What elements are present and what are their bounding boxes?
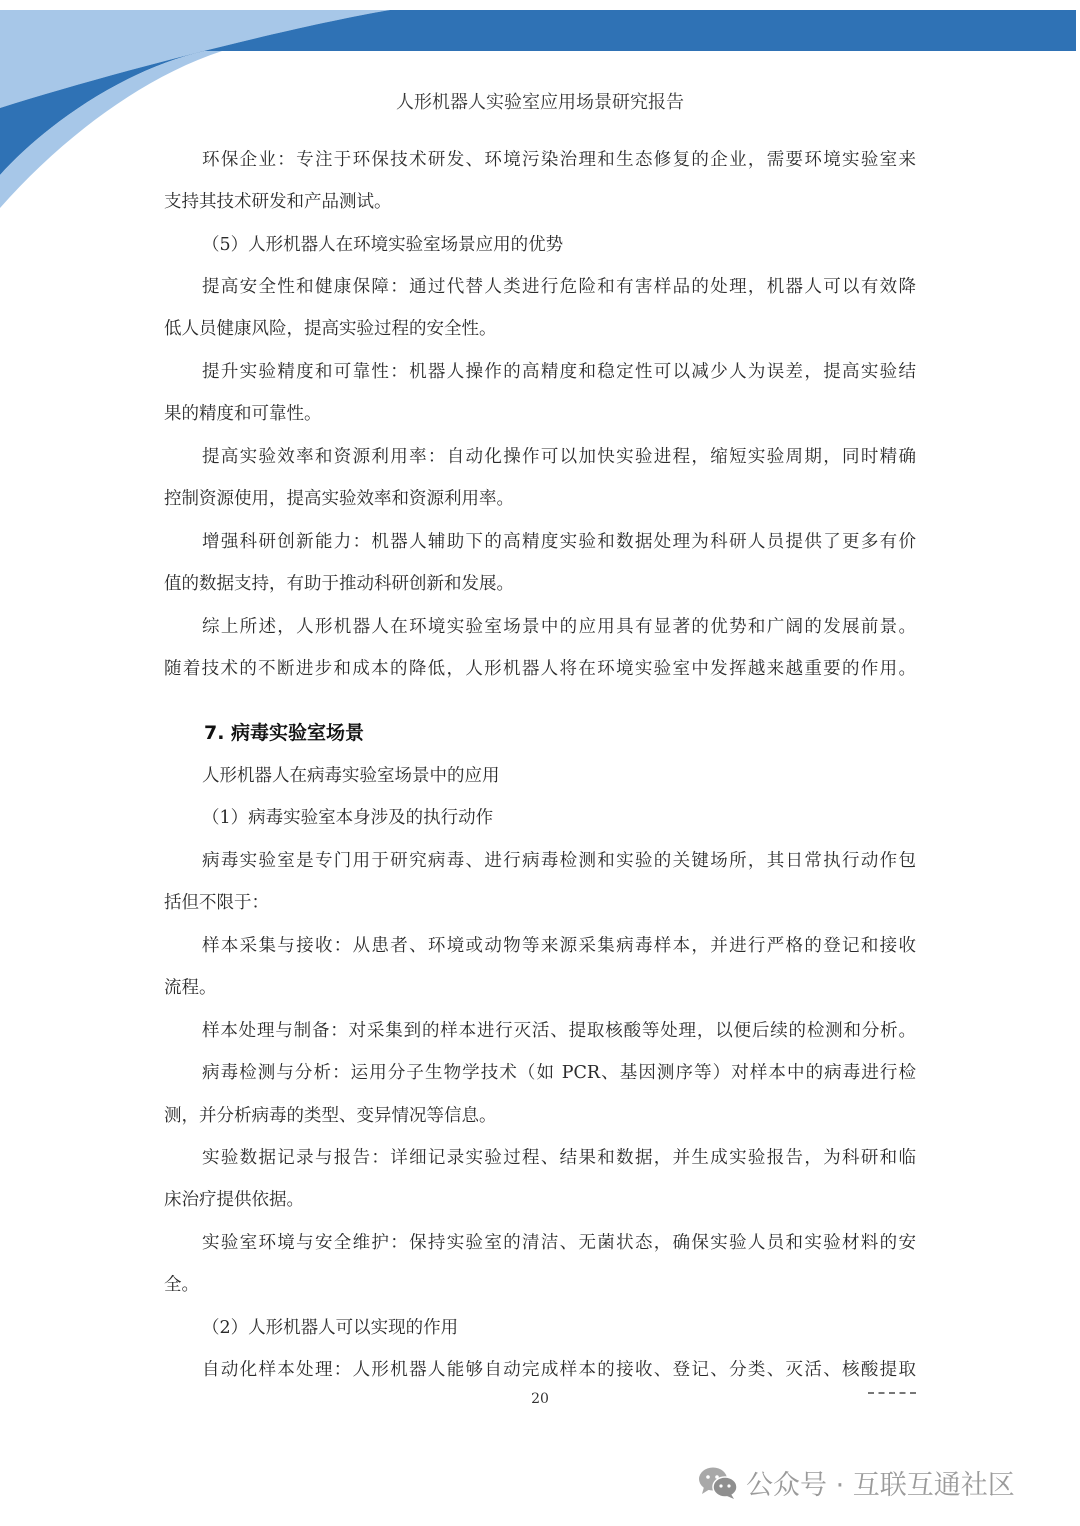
paragraph-line: 提高实验效率和资源利用率：自动化操作可以加快实验进程，缩短实验周期，同时精确 (202, 447, 916, 467)
paragraph-line: 提升实验精度和可靠性：机器人操作的高精度和稳定性可以减少人为误差，提高实验结 (202, 362, 916, 382)
paragraph-line: 环保企业：专注于环保技术研发、环境污染治理和生态修复的企业，需要环境实验室来 (202, 150, 916, 170)
paragraph-line: 控制资源使用，提高实验效率和资源利用率。 (164, 489, 514, 509)
paragraph-line: 支持其技术研发和产品测试。 (164, 192, 392, 212)
wechat-icon (698, 1466, 738, 1500)
paragraph-line: 人形机器人在病毒实验室场景中的应用 (202, 766, 500, 786)
subsection-title: （2）人形机器人可以实现的作用 (202, 1318, 459, 1338)
paragraph-line: 病毒实验室是专门用于研究病毒、进行病毒检测和实验的关键场所，其日常执行动作包 (202, 851, 916, 871)
page-number: 20 (531, 1391, 549, 1407)
watermark (698, 1463, 1015, 1502)
paragraph-line: 果的精度和可靠性。 (164, 404, 322, 424)
watermark-text: 公众号 · 互联互通社区 (746, 1470, 1015, 1501)
paragraph-line: 床治疗提供依据。 (164, 1190, 304, 1210)
paragraph-line: 实验室环境与安全维护：保持实验室的清洁、无菌状态，确保实验人员和实验材料的安 (202, 1233, 916, 1253)
subsection-title: （5）人形机器人在环境实验室场景应用的优势 (202, 235, 564, 255)
paragraph-line: 随着技术的不断进步和成本的降低，人形机器人将在环境实验室中发挥越来越重要的作用。 (164, 659, 916, 679)
paragraph-line: 综上所述，人形机器人在环境实验室场景中的应用具有显著的优势和广阔的发展前景。 (202, 617, 916, 637)
paragraph-line: 增强科研创新能力：机器人辅助下的高精度实验和数据处理为科研人员提供了更多有价 (202, 532, 916, 552)
paragraph-line: 全。 (164, 1275, 199, 1295)
paragraph-line: 自动化样本处理：人形机器人能够自动完成样本的接收、登记、分类、灭活、核酸提取 (202, 1360, 916, 1380)
paragraph-line: 括但不限于： (164, 893, 269, 913)
paragraph-line: 病毒检测与分析：运用分子生物学技术（如 PCR、基因测序等）对样本中的病毒进行检 (202, 1063, 916, 1083)
paragraph-line: 提高安全性和健康保障：通过代替人类进行危险和有害样品的处理，机器人可以有效降 (202, 277, 916, 297)
paragraph-line: 测，并分析病毒的类型、变异情况等信息。 (164, 1106, 497, 1126)
paragraph-line: 低人员健康风险，提高实验过程的安全性。 (164, 319, 497, 339)
paragraph-line: 值的数据支持，有助于推动科研创新和发展。 (164, 574, 514, 594)
section-heading: 7. 病毒实验室场景 (204, 722, 365, 744)
running-title: 人形机器人实验室应用场景研究报告 (396, 92, 684, 113)
subsection-title: （1）病毒实验室本身涉及的执行动作 (202, 808, 494, 828)
paragraph-line: 实验数据记录与报告：详细记录实验过程、结果和数据，并生成实验报告，为科研和临 (202, 1148, 916, 1168)
paragraph-line: 流程。 (164, 978, 217, 998)
paragraph-line: 样本采集与接收：从患者、环境或动物等来源采集病毒样本，并进行严格的登记和接收 (202, 936, 916, 956)
paragraph-line: 样本处理与制备：对采集到的样本进行灭活、提取核酸等处理，以便后续的检测和分析。 (202, 1021, 916, 1041)
